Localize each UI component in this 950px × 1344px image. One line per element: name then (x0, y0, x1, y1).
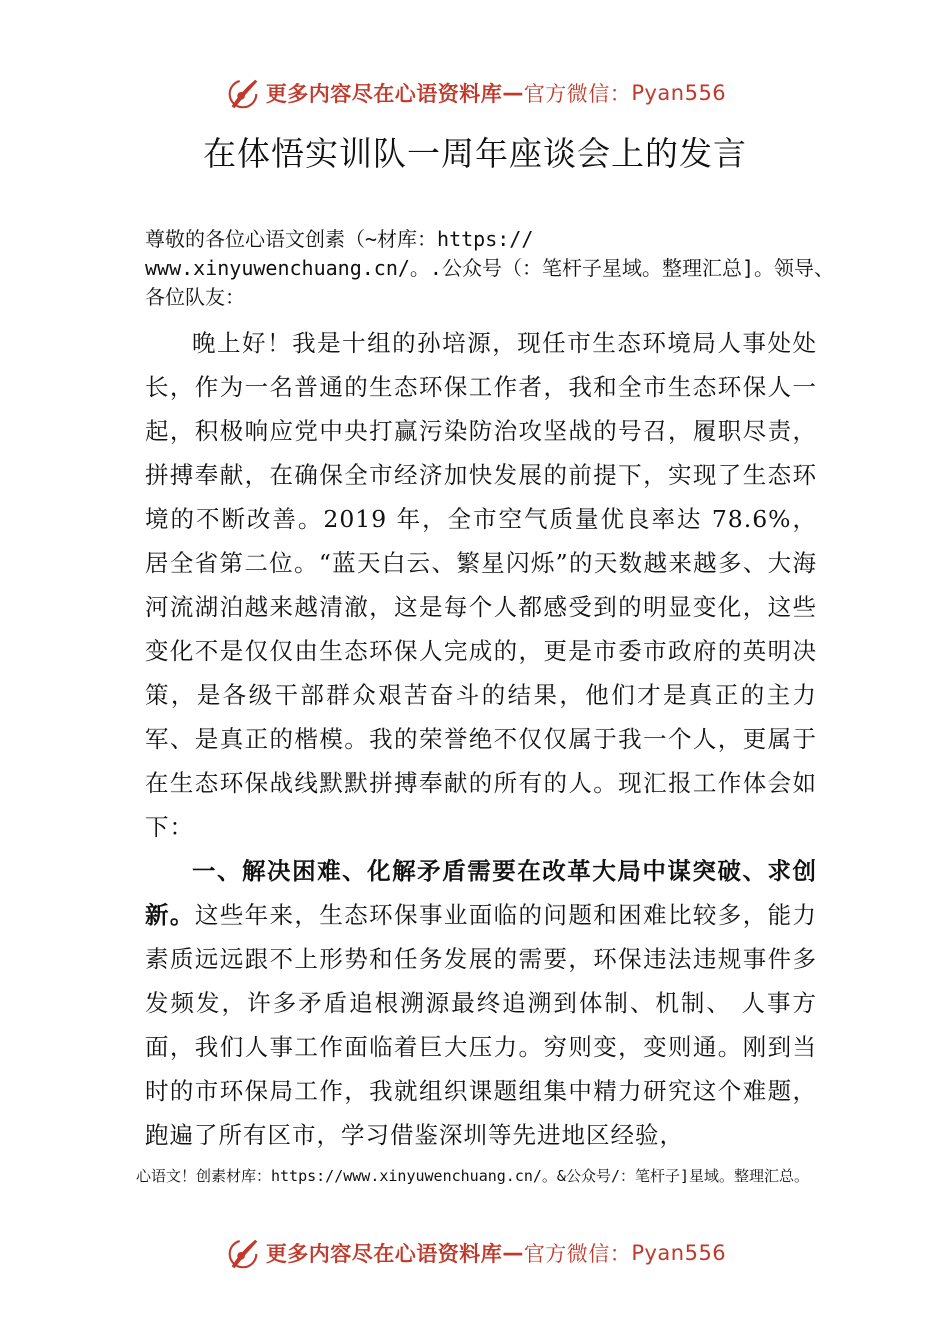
banner-wechat-id: Pyan556 (631, 81, 727, 105)
brush-logo-icon (224, 74, 262, 112)
document-title: 在体悟实训队一周年座谈会上的发言 (203, 134, 747, 173)
paragraph-1: 晚上好！我是十组的孙培源，现任市生态环境局人事处处长，作为一名普通的生态环保工作者，我和全市生态环保人一起，积极响应党中央打赢污染防治攻坚战的号召，履职尽责，拼搏奉献，在确保全市经济加快发展的前提下，实现了生态环境的不断改善。2019 年，全市空气质量优良率达 78.6%，居全省第二位。“蓝天白云、繁星闪烁”的天数越来越多、大海河流湖泊越来越清澈，这是每个人都感受到的明显变化，这些变化不是仅仅由生态环保人完成的，更是市委市政府的英明决策，是各级干部群众艰苦奋斗的结果，他们才是真正的主力军、是真正的楷模。我的荣誉绝不仅仅属于我一个人，更属于在生态环保战线默默拼搏奉献的所有的人。现汇报工作体会如下： (145, 329, 817, 841)
greeting-line: 尊敬的各位心语文创素（~材库：https:// www.xinyuwenchuang.cn/。.公众号（：笔杆子星域。整理汇总]。领导、各位队友： (145, 227, 834, 309)
banner-dash: — (502, 81, 524, 105)
banner-wechat-id: Pyan556 (631, 1241, 727, 1265)
banner-wechat-label: 官方微信： (523, 82, 632, 106)
paragraph-2-body: 这些年来，生态环保事业面临的问题和困难比较多，能力素质远远跟不上形势和任务发展的需要，环保违法违规事件多发频发，许多矛盾追根溯源最终追溯到体制、机制、 人事方面，我们人事工作面临着巨大压力。穷则变，变则通。刚到当时的市环保局工作，我就组织课题组集中精力研究这个难题，跑遍了所有区市，学习借鉴深圳等先进地区经验， (145, 901, 818, 1149)
footer-note: 心语文！创素材库：https://www.xinyuwenchuang.cn/。&公众号/：笔杆子]星域。整理汇总。 (136, 1167, 810, 1185)
banner-main-text: 更多内容尽在心语资料库 (265, 82, 503, 106)
banner-wechat-label: 官方微信： (523, 1242, 632, 1266)
top-banner (0, 71, 950, 115)
bottom-banner (0, 1231, 950, 1275)
banner-main-text: 更多内容尽在心语资料库 (265, 1242, 503, 1266)
section-heading-1: 一、解决困难、化解矛盾需要在改革大局中谋突破、求创新。 (145, 857, 817, 929)
brush-logo-icon (224, 1234, 262, 1272)
banner-dash: — (502, 1241, 524, 1265)
paragraph-2 (145, 849, 817, 1157)
